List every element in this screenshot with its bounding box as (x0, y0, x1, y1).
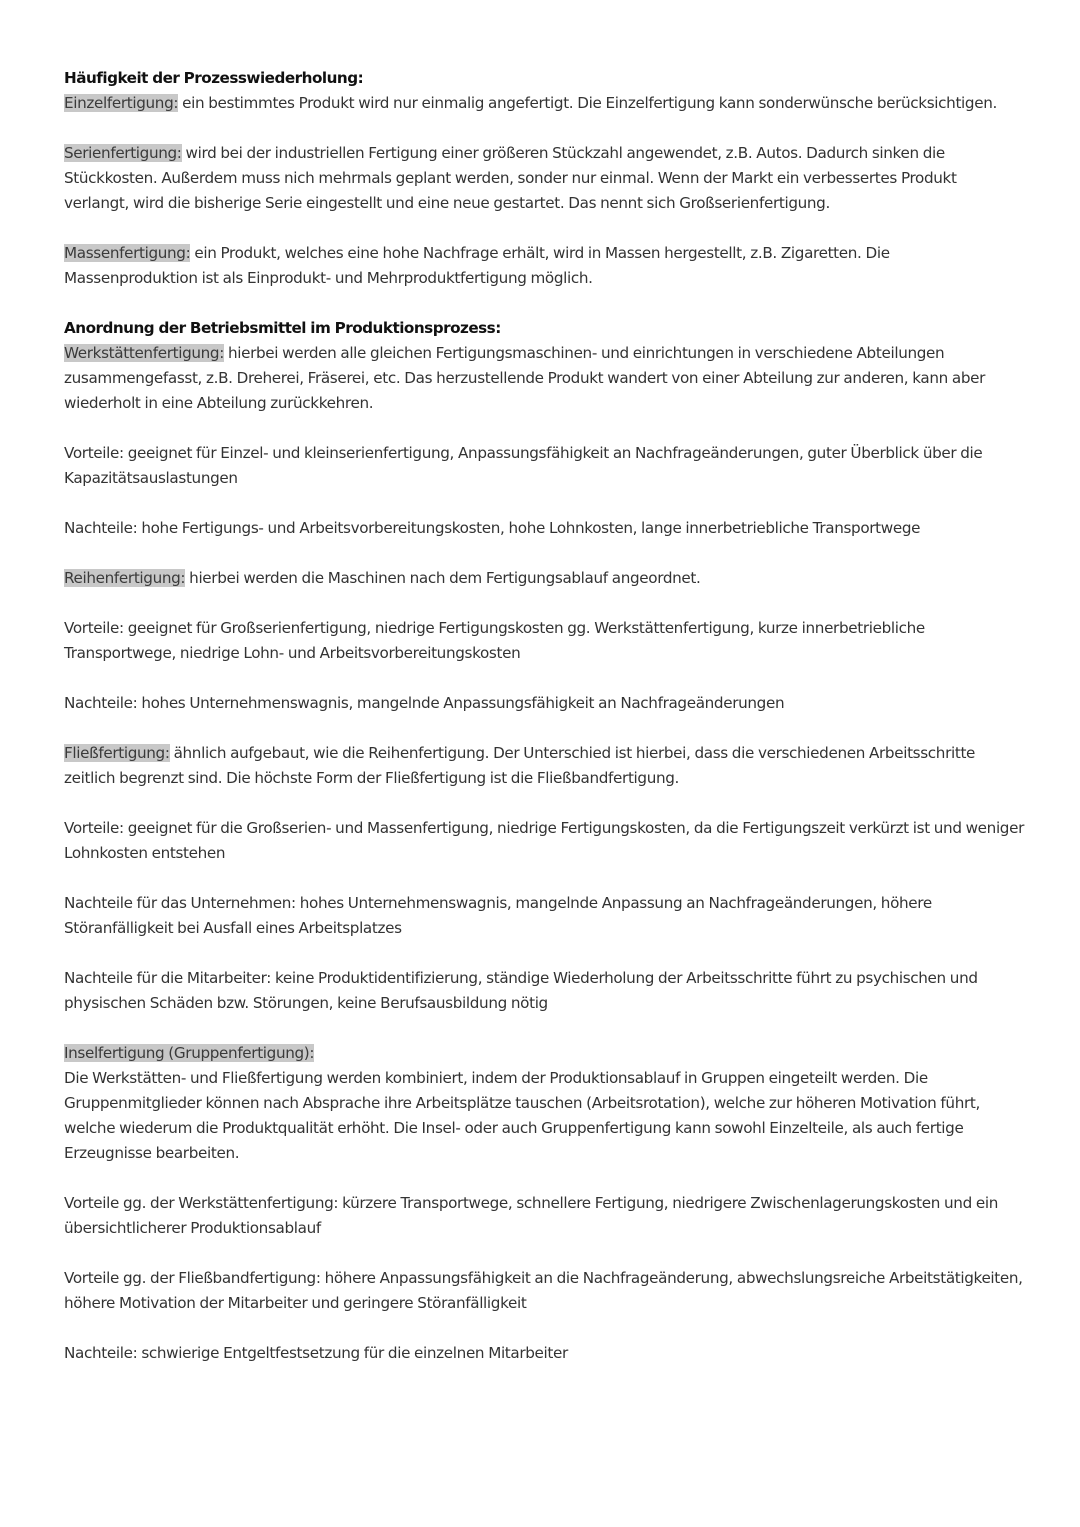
paragraph-reihenfertigung (64, 566, 1024, 591)
paragraph-massenfertigung (64, 241, 1024, 291)
text-inselfertigung: Die Werkstätten- und Fließfertigung werden kombiniert, indem der Produktionsablauf in Gruppen eingeteilt werden. Die Gruppenmitglieder können nach Absprache ihre Arbeitsplätze tauschen (Arbeitsrotation), welche zur höheren Motivation führt, welche wiederum die Produktqualität erhöht. Die Insel- oder auch Gruppenfertigung kann sowohl Einzelteile, als auch fertige Erzeugnisse bearbeiten. (64, 1069, 980, 1162)
section-heading-betriebsmittel: Anordnung der Betriebsmittel im Produktionsprozess: (64, 319, 501, 337)
vorteile-gg-fliessbandfertigung: Vorteile gg. der Fließbandfertigung: höhere Anpassungsfähigkeit an die Nachfrageänderung, abwechslungsreiche Arbeitstätigkeiten, höhere Motivation der Mitarbeiter und geringere Störanfälligkeit (64, 1269, 1023, 1312)
term-fliessfertigung: Fließfertigung: (64, 744, 170, 762)
paragraph-einzelfertigung (64, 91, 1024, 116)
term-massenfertigung: Massenfertigung: (64, 244, 191, 262)
text-serienfertigung: wird bei der industriellen Fertigung einer größeren Stückzahl angewendet, z.B. Autos. Dadurch sinken die Stückkosten. Außerdem muss nich mehrmals geplant werden, sonder nur einmal. Wenn der Markt ein verbessertes Produkt verlangt, wird die bisherige Serie eingestellt und eine neue gestartet. Das nennt sich Großserienfertigung. (64, 144, 957, 212)
paragraph-fliessfertigung (64, 741, 1024, 791)
text-massenfertigung: ein Produkt, welches eine hohe Nachfrage erhält, wird in Massen hergestellt, z.B. Zigaretten. Die Massenproduktion ist als Einprodukt- und Mehrproduktfertigung möglich. (64, 244, 890, 287)
nachteile-unternehmen-fliessfertigung: Nachteile für das Unternehmen: hohes Unternehmenswagnis, mangelnde Anpassung an Nachfrageänderungen, höhere Störanfälligkeit bei Ausfall eines Arbeitsplatzes (64, 894, 932, 937)
term-einzelfertigung: Einzelfertigung: (64, 94, 179, 112)
document-page (64, 66, 1024, 1391)
nachteile-reihenfertigung: Nachteile: hohes Unternehmenswagnis, mangelnde Anpassungsfähigkeit an Nachfrageänderungen (64, 694, 785, 712)
text-reihenfertigung: hierbei werden die Maschinen nach dem Fertigungsablauf angeordnet. (185, 569, 701, 587)
term-reihenfertigung: Reihenfertigung: (64, 569, 186, 587)
vorteile-fliessfertigung: Vorteile: geeignet für die Großserien- und Massenfertigung, niedrige Fertigungskosten, da die Fertigungszeit verkürzt ist und weniger Lohnkosten entstehen (64, 819, 1024, 862)
text-fliessfertigung: ähnlich aufgebaut, wie die Reihenfertigung. Der Unterschied ist hierbei, dass die verschiedenen Arbeitsschritte zeitlich begrenzt sind. Die höchste Form der Fließfertigung ist die Fließbandfertigung. (64, 744, 976, 787)
vorteile-gg-werkstaettenfertigung: Vorteile gg. der Werkstättenfertigung: kürzere Transportwege, schnellere Fertigung, niedrigere Zwischenlagerungskosten und ein übersichtlicherer Produktionsablauf (64, 1194, 998, 1237)
paragraph-werkstaettenfertigung (64, 341, 1024, 416)
paragraph-inselfertigung (64, 1041, 1024, 1166)
text-einzelfertigung: ein bestimmtes Produkt wird nur einmalig angefertigt. Die Einzelfertigung kann sonderwünsche berücksichtigen. (178, 94, 997, 112)
nachteile-werkstaettenfertigung: Nachteile: hohe Fertigungs- und Arbeitsvorbereitungskosten, hohe Lohnkosten, lange innerbetriebliche Transportwege (64, 519, 921, 537)
term-serienfertigung: Serienfertigung: (64, 144, 182, 162)
text-werkstaettenfertigung: hierbei werden alle gleichen Fertigungsmaschinen- und einrichtungen in verschiedene Abteilungen zusammengefasst, z.B. Dreherei, Fräserei, etc. Das herzustellende Produkt wandert von einer Abteilung zur anderen, kann aber wiederholt in eine Abteilung zurückkehren. (64, 344, 986, 412)
paragraph-serienfertigung (64, 141, 1024, 216)
nachteile-inselfertigung: Nachteile: schwierige Entgeltfestsetzung für die einzelnen Mitarbeiter (64, 1344, 568, 1362)
vorteile-werkstaettenfertigung: Vorteile: geeignet für Einzel- und kleinserienfertigung, Anpassungsfähigkeit an Nachfrageänderungen, guter Überblick über die Kapazitätsauslastungen (64, 444, 983, 487)
vorteile-reihenfertigung: Vorteile: geeignet für Großserienfertigung, niedrige Fertigungskosten gg. Werkstättenfertigung, kurze innerbetriebliche Transportwege, niedrige Lohn- und Arbeitsvorbereitungskosten (64, 619, 925, 662)
nachteile-mitarbeiter-fliessfertigung: Nachteile für die Mitarbeiter: keine Produktidentifizierung, ständige Wiederholung der Arbeitsschritte führt zu psychischen und physischen Schäden bzw. Störungen, keine Berufsausbildung nötig (64, 969, 978, 1012)
term-werkstaettenfertigung: Werkstättenfertigung: (64, 344, 224, 362)
section-heading-prozesswiederholung: Häufigkeit der Prozesswiederholung: (64, 69, 364, 87)
term-inselfertigung: Inselfertigung (Gruppenfertigung): (64, 1044, 315, 1062)
